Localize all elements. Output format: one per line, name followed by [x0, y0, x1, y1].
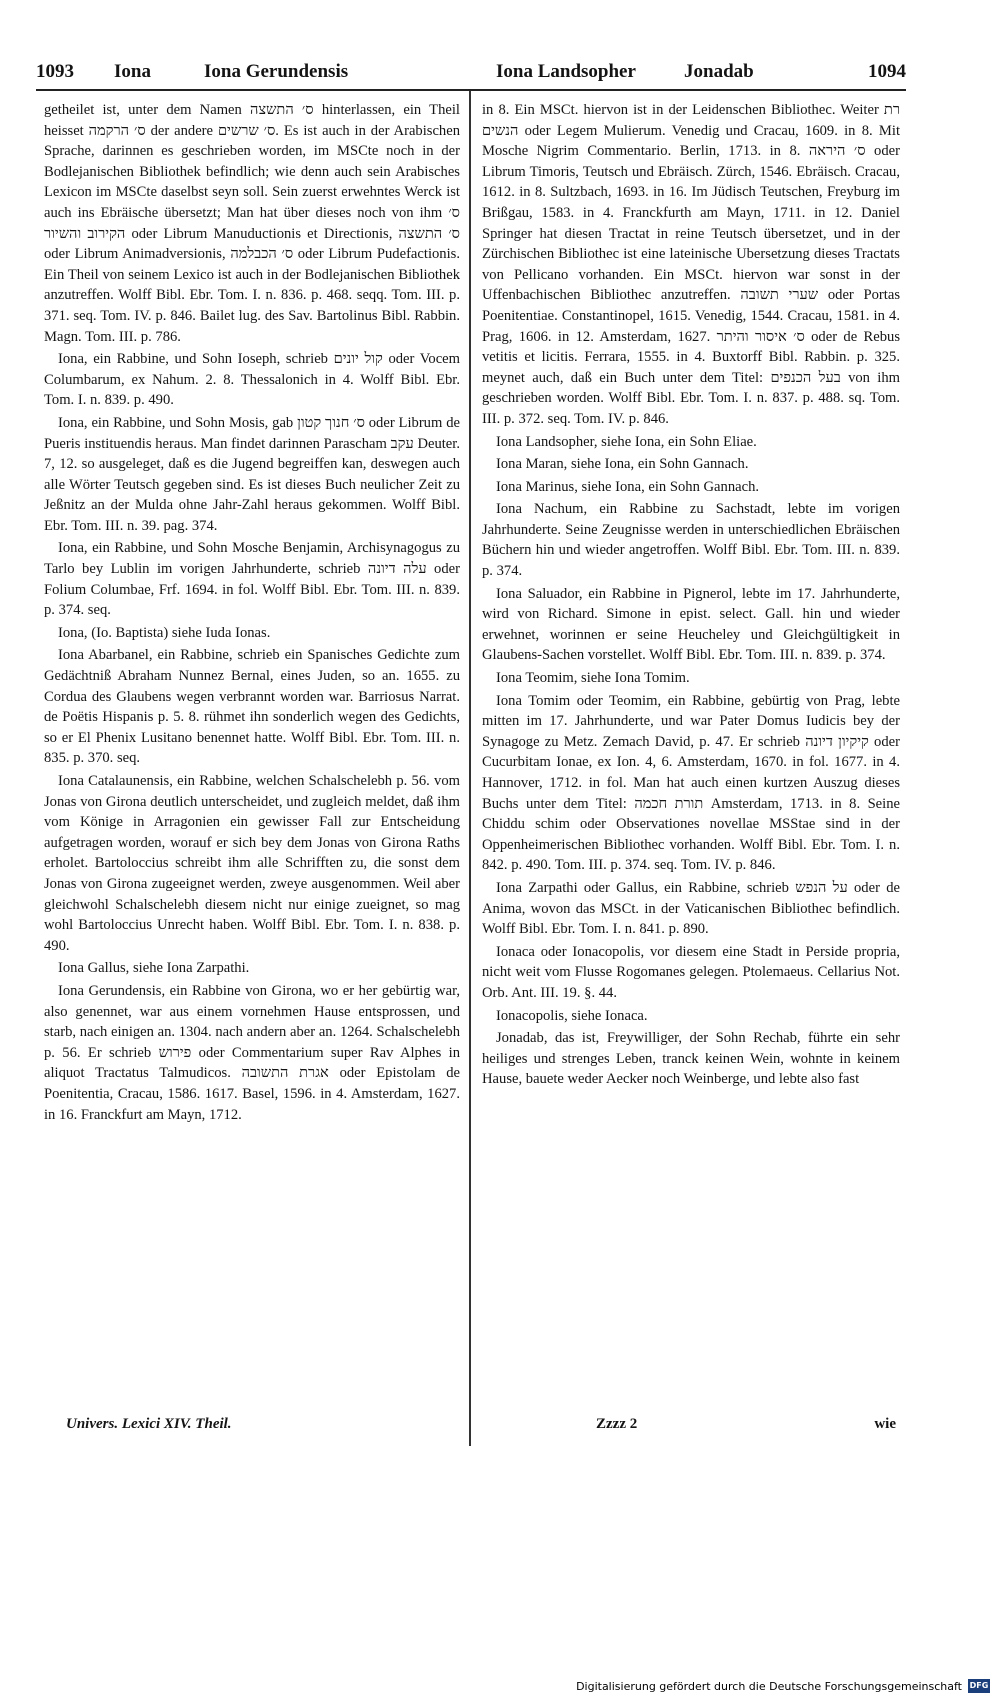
entry [482, 1028, 900, 1090]
page-number-right: 1094 [868, 61, 906, 82]
entry-text: Iona Catalaunensis, ein Rabbine, welchen Schalschelebh p. 56. vom Jonas von Girona deutlich unterscheidet, und zugleich meldet, daß ihm vom Könige in Arragonien ein gewisser Fall zur Entscheidung aufgetragen worden, worauf er sich bey dem Jonas von Girona Raths erholet. Bartoloccius schreibt ihm alle Schrifften zu, die sonst dem Jonas von Girona zugeeignet werden, zweye ausgenommen. Weil aber gleichwohl Schalschelebh diesem nicht nur einige zueignet, so mag wohl Bartoloccius Unrecht haben. Wolff Bibl. Ebr. Tom. I. n. 838. p. 490. [44, 773, 460, 954]
digitization-credit [576, 1676, 990, 1696]
entry [44, 771, 460, 956]
entry [482, 432, 900, 453]
head-right-short: Jonadab [684, 61, 754, 82]
entry [482, 942, 900, 1004]
entry-text: Iona Landsopher, siehe Iona, ein Sohn Eliae. [496, 433, 757, 450]
entry [44, 623, 460, 644]
entry-text: Ionaca oder Ionacopolis, vor diesem eine Stadt in Perside propria, nicht weit vom Flusse Rogomanes gelegen. Ptolemaeus. Cellarius Not. Orb. Ant. III. 19. §. 44. [482, 943, 900, 1001]
left-column [44, 100, 460, 1460]
head-right-title: Iona Landsopher [496, 61, 636, 82]
entry-text: Iona Tomim oder Teomim, ein Rabbine, gebürtig von Prag, lebte mitten im 17. Jahrhunderte, und war Pater Domus Iudicis bey der Synagoge zu Metz. Zemach David, p. 47. Er schrieb קיקיון דיונה oder Cucurbitam Ionae, ex Ion. 4, 6. Amsterdam, 1670. in fol. 1677. in 4. Hannover, 1712. in fol. Man hat auch einen kurtzen Auszug dieses Buchs unter dem Titel: תורת חכמה Amsterdam, 1713. in 8. Seine Chiddu schim oder Observationes novellae MSStae sind in der Oppenheimerischen Bibliothec vorhanden. Wolff Bibl. Ebr. Tom. I. n. 842. p. 490. Tom. III. p. 374. seq. Tom. IV. p. 846. [482, 692, 900, 874]
entry-text: in 8. Ein MSCt. hiervon ist in der Leidenschen Bibliothec. Weiter רת הנשים oder Legem Mulierum. Venedig und Cracau, 1609. in 8. Mit Mosche Nigrim Commentario. Berlin, 1713. in 8. ס׳ היראה oder Librum Timoris, Teutsch und Ebräisch. Zürch, 1546. Ebräisch. Cracau, 1612. in 8. Sultzbach, 1693. in 16. Im Jüdisch Teutschen, Freyburg im Brißgau, 1583. in 4. Franckfurth am Mayn, 1711. in 12. Daniel Springer hat diesen Tractat in reine Teutsch übersetzet, und in der Zürchischen Bibliothec ist eine lateinische Ubersetzung dieses Tractats von Pellicano vorhanden. Ein MSCt. hiervon war sonst in der Uffenbachischen Bibliothec anzutreffen. שערי תשובה oder Portas Poenitentiae. Constantinopel, 1615. Venedig, 1544. Cracau, 1581. in 4. Prag, 1606. in 12. Amsterdam, 1627. ס׳ איסור והיתר oder de Rebus vetitis et licitis. Ferrara, 1555. in 4. Buxtorff Bibl. Rabbin. p. 325. meynet auch, daß ein Buch unter dem Titel: בעל הכנפים von ihm geschrieben worden. Wolff Bibl. Ebr. Tom. I. n. 837. p. 488. sq. Tom. III. p. 372. seq. Tom. IV. p. 846. [482, 102, 900, 427]
head-left-title: Iona Gerundensis [204, 61, 349, 82]
entry [44, 645, 460, 769]
entry-text: Ionacopolis, siehe Ionaca. [496, 1007, 648, 1024]
entry-text: Iona Saluador, ein Rabbine in Pignerol, lebte im 17. Jahrhunderte, wird von Richard. Simone in epist. select. Gall. hin und wieder erwehnet, worinnen er seine Heucheley und Gleichgültigkeit in Glaubens-Sachen vorstellet. Wolff Bibl. Ebr. Tom. III. n. 839. p. 374. [482, 585, 900, 664]
entry-text: Iona, ein Rabbine, und Sohn Ioseph, schrieb קול יונים oder Vocem Columbarum, ex Nahum. 2. 8. Thessalonich in 4. Wolff Bibl. Ebr. Tom. I. n. 839. p. 490. [44, 351, 460, 409]
entry [482, 477, 900, 498]
entry [482, 499, 900, 581]
dfg-logo-icon: DFG [968, 1679, 990, 1693]
head-left-short: Iona [114, 61, 151, 82]
entry [482, 1006, 900, 1027]
entry-text: Iona Zarpathi oder Gallus, ein Rabbine, schrieb על הנפש oder de Anima, wovon das MSCt. in der Vaticanischen Bibliothec befindlich. Wolff Bibl. Ebr. Tom. I. n. 841. p. 890. [482, 879, 900, 938]
entry-text: Iona Teomim, siehe Iona Tomim. [496, 670, 690, 687]
entry-text: Iona, ein Rabbine, und Sohn Mosis, gab ס׳ חנוך קטון oder Librum de Pueris instituendis heraus. Man findet darinnen Parascham עקב Deuter. 7, 12. so ausgeleget, daß es die Jugend begreiffen kan, deswegen auch alle Wörter Teutsch gegeben sind. Es ist dieses Buch neulicher Zeit zu Jeßnitz an der Mulda ohne Jahr-Zahl heraus gekommen. Wolff Bibl. Ebr. Tom. III. n. 39. pag. 374. [44, 414, 460, 534]
entry [482, 668, 900, 689]
entry [482, 878, 900, 940]
entry [44, 349, 460, 411]
entry-text: Iona, ein Rabbine, und Sohn Mosche Benjamin, Archisynagogus zu Tarlo bey Lublin im vorigen Jahrhunderte, schrieb עלה דיונה oder Folium Columbae, Frf. 1694. in fol. Wolff Bibl. Ebr. Tom. III. n. 839. p. 374. seq. [44, 540, 460, 619]
entry-text: Iona Gerundensis, ein Rabbine von Girona, wo er her gebürtig war, also genennet, war aus einem vornehmen Hause entsprossen, und starb, nach einigen an. 1304. nach andern aber an. 1264. Schalschelebh p. 56. Er schrieb פירוש oder Commentarium super Rav Alphes in aliquot Tractatus Talmudicos. אגרת התשובה oder Epistolam de Poenitentia, Cracau, 1586. 1617. Basel, 1596. in 4. Amsterdam, 1627. in 16. Franckfurt am Mayn, 1712. [44, 982, 460, 1123]
entry [482, 100, 900, 430]
entry-text: Iona Marinus, siehe Iona, ein Sohn Gannach. [496, 478, 760, 495]
catchword: wie [874, 1416, 896, 1432]
gathering-mark: Zzzz 2 [596, 1416, 638, 1432]
entry [44, 981, 460, 1125]
entry [44, 100, 460, 347]
running-head [36, 58, 906, 86]
volume-signature: Univers. Lexici XIV. Theil. [66, 1416, 232, 1432]
entry-text: Iona Gallus, siehe Iona Zarpathi. [58, 960, 250, 977]
entry [482, 691, 900, 876]
entry [482, 454, 900, 475]
entry-text: Jonadab, das ist, Freywilliger, der Sohn Rechab, führte ein sehr heiliges und strenges Leben, tranck keinen Wein, wohnte in keinem Hause, bauete weder Aecker noch Weinberge, und lebte also fast [482, 1030, 900, 1088]
column-divider [469, 91, 471, 1446]
entry [44, 413, 460, 537]
header-rule [36, 89, 906, 91]
book-page [36, 58, 906, 1598]
entry-text: Iona Nachum, ein Rabbine zu Sachstadt, lebte im vorigen Jahrhunderte. Seine Zeugnisse werden in unterschiedlichen Ebräischen Büchern hin und wieder angetroffen. Wolff Bibl. Ebr. Tom. III. n. 839. p. 374. [482, 501, 900, 580]
right-column [482, 100, 900, 1460]
entry-text: Iona Maran, siehe Iona, ein Sohn Gannach. [496, 456, 749, 473]
page-number-left: 1093 [36, 61, 74, 82]
entry [482, 584, 900, 666]
entry-text: Iona Abarbanel, ein Rabbine, schrieb ein Spanisches Gedichte zum Gedächtniß Abraham Nunnez Bernal, eines Juden, so an. 1655. zu Cordua des Glaubens wegen verbrannt worden war. Barriosus Narrat. de Poëtis Hispanis p. 5. 8. rühmet ihn sonderlich wegen des Gedichts, so er El Phenix Lusitano benennet hatte. Wolff Bibl. Ebr. Tom. III. n. 835. p. 370. seq. [44, 647, 460, 767]
entry-text: getheilet ist, unter dem Namen ס׳ התשצה hinterlassen, ein Theil heisset ס׳ הרקמה der andere ס׳ שרשים. Es ist auch in der Arabischen Sprache, darinnen es geschrieben worden, im MSCte noch in der Bodlejanischen Bibliothek befindlich; wie denn auch sein Arabisches Lexicon im MSCte daselbst seyn soll. Sein zuerst erwehntes Werck ist auch ins Ebräische übersetzt; Man hat über dieses noch von ihm ס׳ הקירוב והשיור oder Librum Manuductionis et Directionis, ס׳ התשצה oder Librum Animadversionis, ס׳ הכבלמה oder Librum Pudefactionis. Ein Theil von seinem Lexico ist auch in der Bodlejanischen Bibliothek anzutreffen. Wolff Bibl. Ebr. Tom. I. n. 836. p. 468. seqq. Tom. III. p. 371. seq. Tom. IV. p. 846. Bailet lug. des Sav. Bartolinus Bibl. Rabbin. Magn. Tom. III. p. 786. [44, 102, 460, 345]
entry-text: Iona, (Io. Baptista) siehe Iuda Ionas. [58, 624, 271, 641]
entry [44, 958, 460, 979]
credit-text: Digitalisierung gefördert durch die Deutsche Forschungsgemeinschaft [576, 1679, 962, 1693]
entry [44, 538, 460, 620]
